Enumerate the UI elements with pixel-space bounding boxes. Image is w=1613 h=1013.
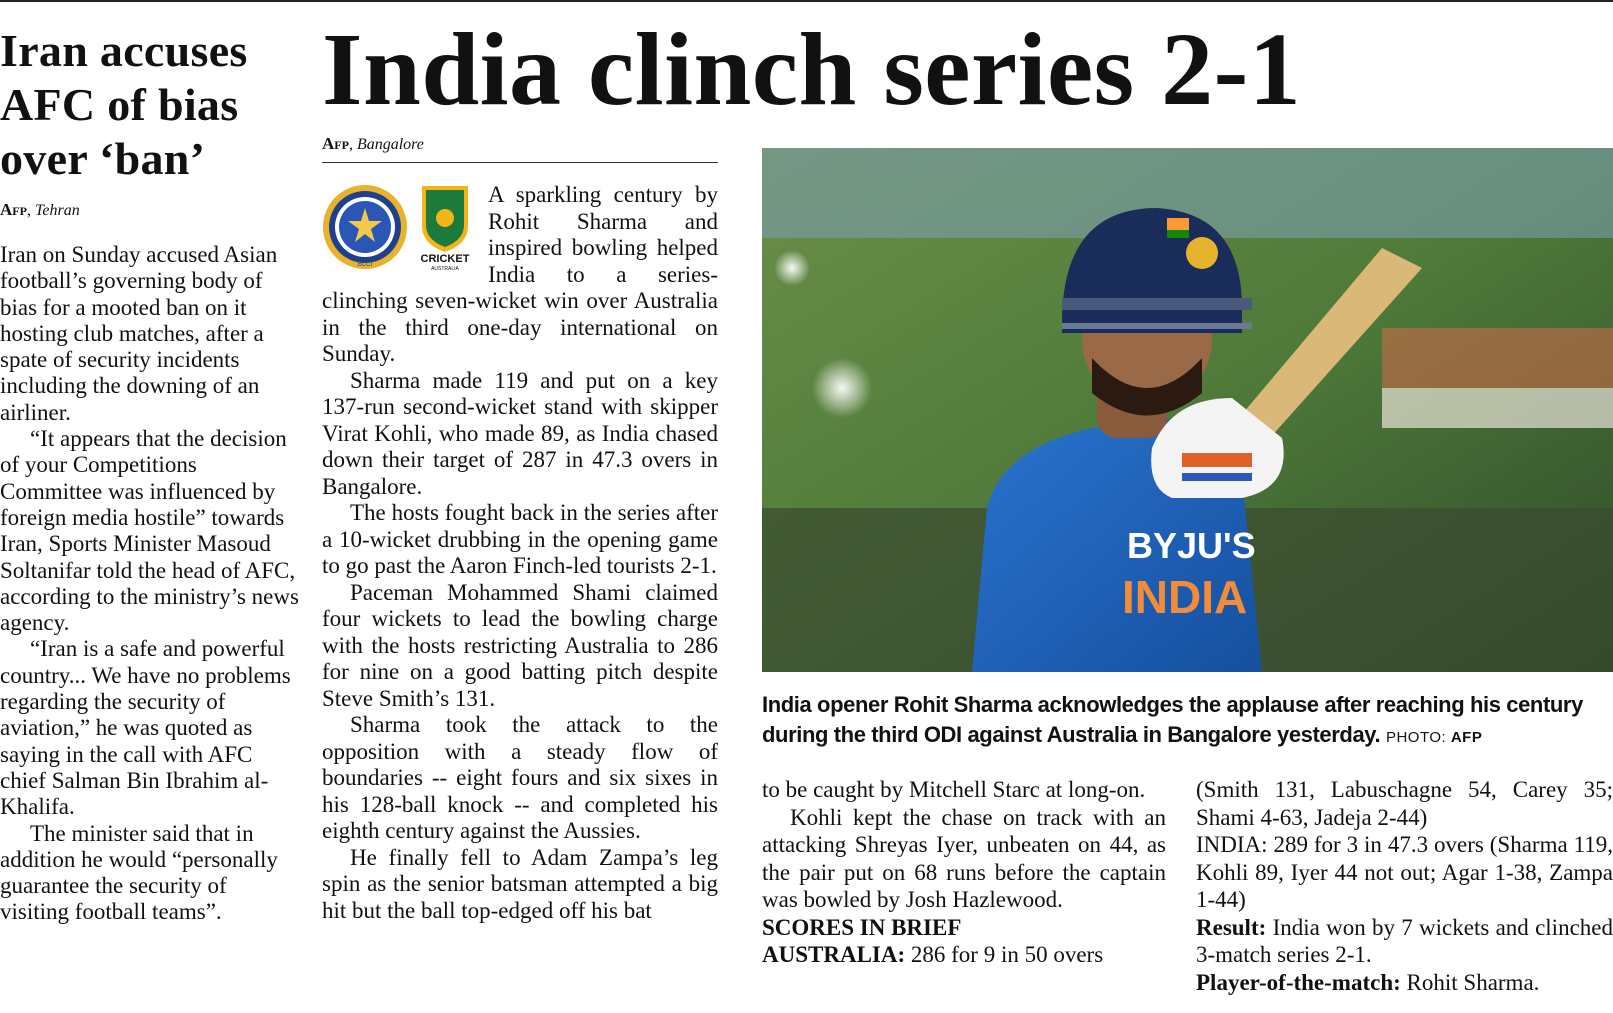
svg-text:AUSTRALIA: AUSTRALIA: [431, 266, 459, 272]
player-of-match-line: Player-of-the-match: Rohit Sharma.: [1196, 969, 1540, 995]
australia-score-line: AUSTRALIA: 286 for 9 in 50 overs: [762, 942, 1104, 967]
main-story-column-1: [322, 182, 718, 924]
team-logos: [322, 182, 482, 282]
byline-place: Bangalore: [356, 136, 424, 153]
byline-place: Tehran: [34, 202, 80, 219]
paragraph: Sharma took the attack to the opposition with a steady flow of boundaries -- eight fours and six sixes in his 128-ball knock -- and completed his eighth century against the Aussies.: [322, 712, 718, 843]
paragraph: Sharma made 119 and put on a key 137-run second-wicket stand with skipper Virat Kohli, who made 89, as India chased down their target of 287 in 47.3 overs in Bangalore.: [322, 367, 718, 499]
australia-score-detail: (Smith 131, Labuschagne 54, Carey 35; Shami 4-63, Jadeja 2-44): [1196, 777, 1613, 830]
scores-title: SCORES IN BRIEF: [762, 914, 962, 940]
paragraph: Iran on Sunday accused Asian football’s governing body of bias for a mooted ban on it hosting club matches, after a spate of security incidents including the downing of an airliner.: [0, 242, 278, 425]
paragraph: to be caught by Mitchell Starc at long-on.: [762, 777, 1146, 802]
main-story-column-2: [762, 776, 1166, 969]
svg-text:BCCI: BCCI: [357, 262, 373, 268]
svg-text:INDIA: INDIA: [1122, 571, 1248, 623]
svg-text:BYJU'S: BYJU'S: [1127, 525, 1256, 566]
svg-text:CRICKET: CRICKET: [420, 253, 470, 265]
result-line: Result: India won by 7 wickets and clinched 3-match series 2-1.: [1196, 914, 1613, 967]
paragraph: Paceman Mohammed Shami claimed four wickets to lead the bowling charge with the hosts restricting Australia to 286 for nine on a good batting pitch despite Steve Smith’s 131.: [322, 579, 718, 711]
cricket-australia-logo-icon: [416, 182, 474, 272]
left-story-body: [0, 242, 300, 926]
caption-text: India opener Rohit Sharma acknowledges the applause after reaching his century during the third ODI against Australia in Bangalore yesterday.: [762, 692, 1583, 747]
left-story: [0, 24, 300, 926]
main-story-byline: Afp, Bangalore: [322, 134, 718, 163]
photo-credit: PHOTO: AFP: [1385, 729, 1483, 746]
paragraph: He finally fell to Adam Zampa’s leg spin as the senior batsman attempted a big hit but the ball top-edged off his bat: [322, 844, 718, 923]
byline-agency: Afp: [0, 200, 27, 219]
left-story-headline: Iran accuses AFC of bias over ‘ban’: [0, 25, 248, 184]
paragraph: The hosts fought back in the series after a 10-wicket drubbing in the opening game to go past the Aaron Finch-led tourists 2-1.: [322, 500, 718, 578]
byline-agency: Afp: [322, 134, 349, 153]
rohit-sharma-photo: [762, 148, 1613, 672]
main-story-column-3: [1196, 776, 1613, 996]
left-story-byline: Afp, Tehran: [0, 200, 80, 219]
main-headline: India clinch series 2-1: [322, 12, 1302, 127]
photo-illustration: [762, 148, 1613, 672]
paragraph: Kohli kept the chase on track with an attacking Shreyas Iyer, unbeaten on 44, as the pair put on 68 runs before the captain was bowled by Josh Hazlewood.: [762, 804, 1166, 912]
india-score-line: INDIA: 289 for 3 in 47.3 overs (Sharma 119, Kohli 89, Iyer 44 not out; Agar 1-38, Zampa 1-44): [1196, 832, 1613, 912]
top-rule: [0, 0, 1613, 2]
bcci-logo-icon: [322, 184, 408, 270]
paragraph: A sparkling century by Rohit Sharma and inspired bowling helped India to a series-clinching seven-wicket win over Australia in the third one-day international on Sunday.: [322, 182, 718, 366]
paragraph: The minister said that in addition he would “personally guarantee the security of visiting football teams”.: [0, 820, 278, 925]
photo-caption: [762, 690, 1613, 753]
paragraph: “It appears that the decision of your Competitions Committee was influenced by foreign media hostile” towards Iran, Sports Minister Masoud Soltanifar told the head of AFC, according to the ministry’s news agency.: [0, 426, 299, 636]
paragraph: “Iran is a safe and powerful country... We have no problems regarding the security of aviation,” he was quoted as saying in the call with AFC chief Salman Bin Ibrahim al-Khalifa.: [0, 636, 291, 820]
